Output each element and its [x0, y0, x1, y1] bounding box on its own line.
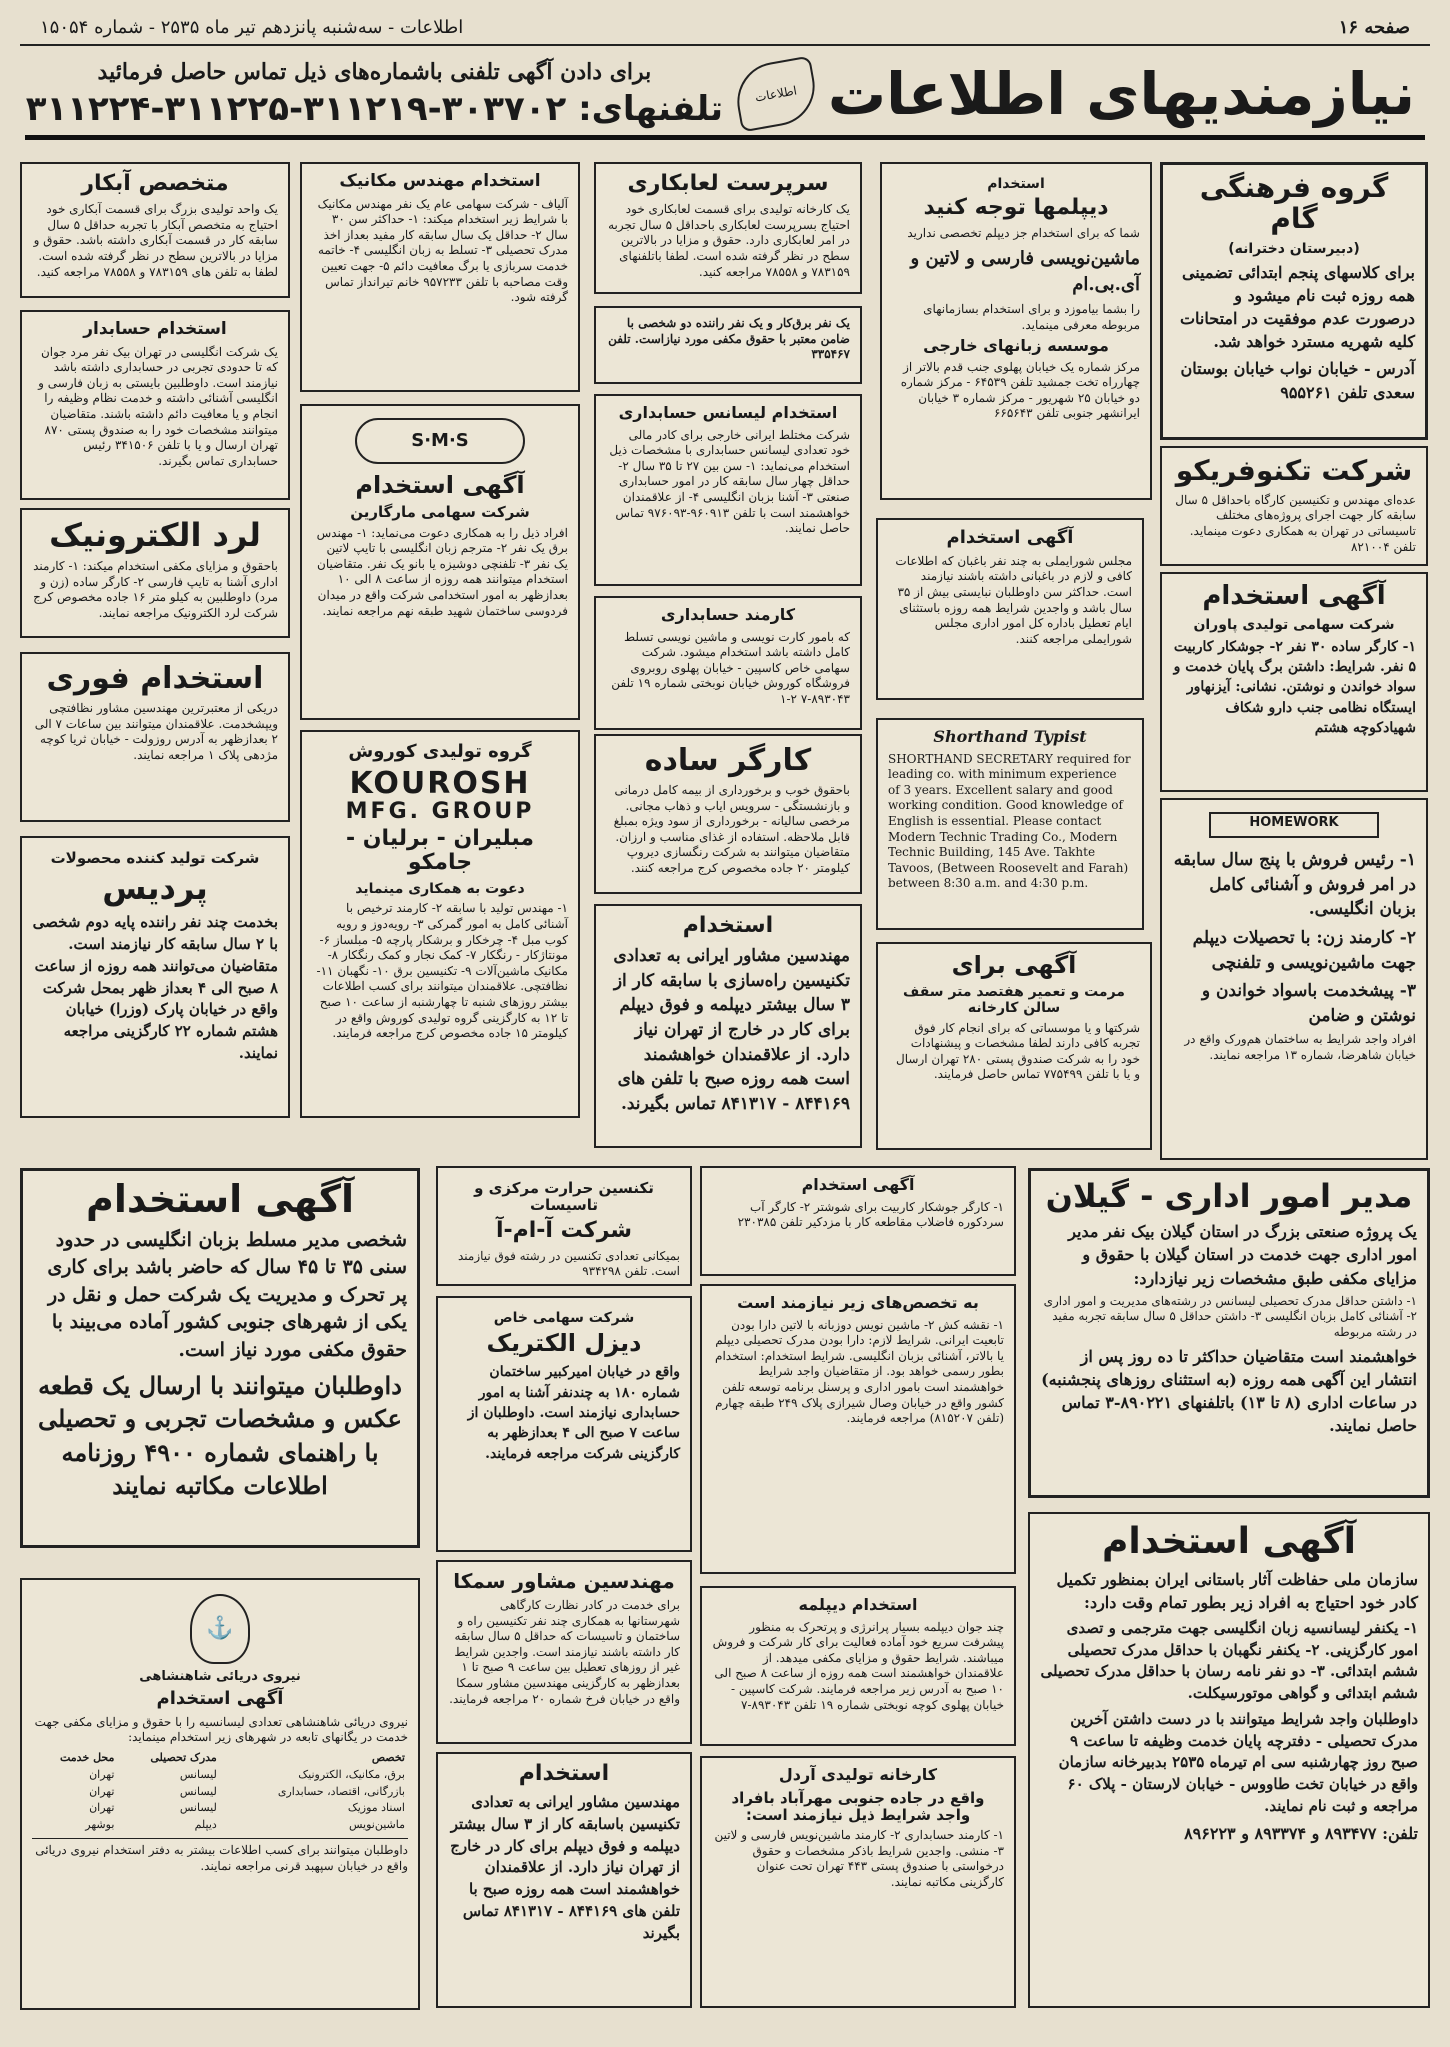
ad-head: شرکت سهامی خاص [493, 1310, 635, 1326]
ad-body: یک کارخانه تولیدی برای قسمت لعابکاری خود احتیاج بسرپرست لعابکاری باحداقل ۵ سال تجربه در امر لعابکاری دارد. حقوق و مزایا در بالاترین سطح در نظر گرفته شده است. لطفا باتلفنهای ۷۸۳۱۵۹ و ۷۸۵۵۸ مراجعه کنید. [608, 202, 850, 279]
table-cell: تهران [89, 1767, 115, 1781]
table-row [32, 1784, 408, 1801]
ad-title: استخدام لیسانس حسابداری [618, 403, 838, 422]
ad-footer: داوطلبان میتوانند برای کسب اطلاعات بیشتر به دفتر استخدام نیروی دریائی واقع در خیابان سپهبد قرنی مراجعه نمایند. [35, 1843, 408, 1873]
ad-engineers [594, 904, 862, 1148]
sms-logo-icon: S·M·S [355, 418, 525, 464]
ad-title: کارگر ساده [644, 743, 812, 778]
ad-title: گروه فرهنگی گام [1199, 171, 1389, 235]
dateline: اطلاعات - سه‌شنبه پانزدهم تیر ماه ۲۵۳۵ - شماره ۱۵۰۵۴ [40, 16, 464, 38]
ad-title: استخدام [518, 1761, 610, 1786]
ad-list: ۱- یکنفر لیسانسیه زبان انگلیسی جهت مترجمی و تصدی امور کارگزینی. ۲- یکنفر نگهبان با حداقل مدرک تحصیلی ششم ابتدائی. ۳- دو نفر نامه رسان با حداقل مدرک تحصیلی ششم ابتدائی و گواهی موتورسیکلت. [1040, 1618, 1418, 1703]
ad-title: آگهی برای [951, 951, 1077, 979]
ad-accountant [20, 310, 290, 500]
ad-cta: داوطلبان میتوانند با ارسال یک قطعه عکس و مشخصات تجربی و تحصیلی با راهنمای شماره ۴۹۰۰ روزنامه اطلاعات مکاتبه نمایند [38, 1370, 402, 1501]
ad-subtitle: دعوت به همکاری مینماید [355, 881, 525, 898]
ad-line: ۳- پیشخدمت باسواد خواندن و نوشتن و ضامن [1201, 981, 1416, 1026]
ad-gilan [1028, 1168, 1430, 1498]
phone-numbers: تلفنهای: ۳۰۳۷۰۲-۳۱۱۲۱۹-۳۱۱۲۲۵-۳۱۱۲۲۴ [25, 88, 724, 129]
table-cell: ماشین‌نویس [349, 1818, 405, 1832]
ad-body: آلیاف - شرکت سهامی عام یک نفر مهندس مکانیک با شرایط زیر استخدام میکند: ۱- حداکثر سن ۳۰ سال ۲- حداقل یک سال سابقه کار مفید بعداز اخذ مدرک تحصیلی ۳- تسلط به زبان انگلیسی ۴- خاتمه خدمت سربازی یا برگ معافیت دائم ۵- جهت تعیین وقت مصاحبه با تلفن ۹۵۷۲۳۳ خانم تیرانداز تماس گرفته شود. [317, 196, 568, 305]
ad-title: آگهی استخدام [1202, 581, 1386, 611]
ad-company: شرکت سهامی تولیدی پاوران [1193, 616, 1395, 633]
ad-ardel [700, 1756, 1016, 2008]
ad-subtitle: (دبیرستان دخترانه) [1228, 240, 1360, 257]
ad-diploma-hire [700, 1586, 1016, 1746]
ad-school: موسسه زبانهای خارجی [923, 336, 1109, 356]
ad-subtitle: مرمت و تعمیر هفتصد متر سقف سالن کارخانه [903, 984, 1125, 1017]
ad-title: مبلیران - برلیان - جامکو [345, 825, 535, 876]
ad-title: تکنسین حرارت مرکزی و تاسیسات [474, 1179, 654, 1215]
ad-company: شرکت سهامی مارگارین [350, 503, 530, 522]
ad-body: یک پروژه صنعتی بزرگ در استان گیلان بیک نفر مدیر امور اداری جهت خدمت در استان گیلان با حقوق و مزایای مکفی طبق مشخصات زیر نیازدارد: [1068, 1222, 1417, 1288]
phone-banner [25, 59, 724, 129]
ad-head: شرکت تولید کننده محصولات [50, 849, 260, 867]
masthead [20, 10, 1430, 46]
ad-title: استخدام دیپلمه [798, 1595, 918, 1614]
ad-title: آگهی استخدام [1102, 1521, 1356, 1562]
ad-line: ۱- رئیس فروش با پنج سال سابقه در امر فروش و آشنائی کامل بزبان انگلیسی. [1173, 850, 1416, 920]
ad-title: دیزل الکتریک [486, 1329, 642, 1358]
table-cell: دیپلم [194, 1818, 217, 1832]
ad-body: مهندسین مشاور ایرانی به تعدادی تکنیسین راه‌سازی با سابقه کار از ۳ سال بیشتر دیپلمه و فوق دیپلم برای کار در خارج از تهران نیاز دارد. از علاقمندان خواهشمند است همه روزه صبح با تلفن های ۸۴۴۱۶۹ - ۸۴۱۳۱۷ تماس بگیرند. [613, 946, 850, 1115]
ad-body: یک واحد تولیدی بزرگ برای قسمت آبکاری خود احتیاج به متخصص آبکار با تجربه حداقل ۵ سال سابقه کار در قسمت آبکاری داشته باشد. حقوق و مزایا در بالاترین سطح در نظر گرفته شده است. لطفا به تلفن های ۷۸۳۱۵۹ و ۷۸۵۵۸ مراجعه کنید. [33, 202, 278, 279]
section-title: نیازمندیهای اطلاعات [827, 59, 1415, 128]
ad-heritage [1028, 1512, 1430, 2008]
ad-title: متخصص آبکار [81, 171, 229, 196]
ad-body: ۱- کارگر ساده ۳۰ نفر ۲- جوشکار کاربیت ۵ نفر. شرایط: داشتن برگ پایان خدمت و سواد خواندن و نوشتن. نشانی: آیزنهاور ایستگاه نظامی جنب دارو شکاف شهیادکوچه هشتم [1173, 638, 1416, 736]
ettelaat-logo-icon: اطلاعات [731, 55, 821, 132]
table-cell: لیسانس [179, 1784, 217, 1798]
ad-body: شخصی مدیر مسلط بزبان انگلیسی در حدود سنی ۳۵ تا ۴۵ سال که حاضر باشد برای کاری پر تحرک و مدیریت یک شرکت حمل و نقل در یکی از شهرهای جنوبی کشور آماده می‌بیند با حقوق مکفی مورد نیاز است. [47, 1228, 407, 1361]
ad-pardis [20, 836, 290, 1118]
table-header-row [32, 1750, 408, 1767]
ad-title: به تخصص‌های زیر نیازمند است [737, 1293, 979, 1312]
ad-body: یک شرکت انگلیسی در تهران بیک نفر مرد جوان که تا حدودی تجربی در حسابداری داشته باشد نیازمند است. داوطلبین بایستی به زبان فارسی و انگلیسی آشنائی داشته و خدمت نظام وظیفه را انجام و یا معافیت دائم داشته باشند. متقاضیان میتوانند مشخصات خود را به صندوق پستی ۸۷۰ تهران ارسال و یا با تلفن ۳۴۱۵۰۶ رئیس حسابداری تماس بگیرند. [38, 344, 278, 468]
ad-company: شرکت آ-ام-آ [495, 1217, 633, 1243]
kourosh-logo: KOUROSH MFG. GROUP [345, 766, 535, 824]
ad-diesel-electric [436, 1296, 692, 1552]
ad-diploma [880, 162, 1152, 500]
ad-body: شرکت مختلط ایرانی خارجی برای کادر مالی خود تعدادی لیسانس حسابداری با مشخصات ذیل استخدام می‌نماید: ۱- سن بین ۲۷ تا ۳۵ سال ۲- حداقل چهار سال سابقه کار در امور حسابداری صنعتی ۳- آشنا بزبان انگلیسی ۴- از علاقمندان خواهشمند است با تلفن ۹۶۰۹۱۳-۹۷۶۰۹۳ تماس حاصل نمایند. [609, 427, 850, 536]
ad-body: نیروی دریائی شاهنشاهی تعدادی لیسانسیه را با حقوق و مزایای مکفی جهت خدمت در یگانهای تابعه در شهرهای زیر استخدام مینماید: [34, 1714, 408, 1745]
ad-body: برای خدمت در کادر نظارت کارگاهی شهرستانها به همکاری چند نفر تکنیسین راه و ساختمان و تاسیسات که حداقل ۵ سال سابقه کار داشته باشند نیازمند است. واجدین شرایط غیر از روزهای تعطیل بین ساعت ۹ صبح تا ۱ بعدازظهر به کارگزینی مهندسین مشاور سمکا واقع در خیابان فرخ شماره ۲۰ مراجعه فرمایند. [449, 1598, 680, 1706]
ad-body: یک نفر برق‌کار و یک نفر راننده دو شخصی با ضامن معتبر با حقوق مکفی مورد نیازاست. تلفن ۳۳۵۴۶۷ [608, 316, 850, 362]
ad-body: شرکتها و یا موسساتی که برای انجام کار فوق تجربه کافی دارند لطفا مشخصات و پیشنهادات خود را به شرکت صندوق پستی ۲۸۰ تهران ارسال و یا با تلفن ۷۷۵۴۹۹ تماس حاصل فرمایند. [896, 1020, 1140, 1082]
kourosh-logo-fa: گروه تولیدی کوروش [348, 741, 532, 762]
ad-list: ۱- داشتن حداقل مدرک تحصیلی لیسانس در رشته‌های مدیریت و امور اداری ۲- آشنائی کامل بزبان انگلیسی ۳- داشتن حداقل ۵ سال سابقه تجربه مفید در رشته مربوطه [1043, 1293, 1417, 1339]
phone-intro: برای دادن آگهی تلفنی باشماره‌های ذیل تماس حاصل فرمائید [97, 58, 652, 85]
ad-title: آگهی استخدام [355, 471, 525, 499]
table-row [32, 1767, 408, 1784]
ad-hiring-manager [20, 1168, 420, 1548]
ad-sms [300, 404, 580, 720]
ad-body: برای کلاسهای پنجم ابتدائی تضمینی همه روزه ثبت نام میشود و درصورت عدم موفقیت در امتحانات کلیه شهریه مسترد خواهد شد. [1179, 262, 1415, 352]
ad-body: بمیکانی تعدادی تکنسین در رشته فوق نیازمند است. تلفن ۹۳۴۲۹۸ [457, 1248, 680, 1279]
ad-central-heating [436, 1166, 692, 1286]
ad-address: آدرس - خیابان نواب خیابان بوستان سعدی تلفن ۹۵۵۲۶۱ [1180, 359, 1415, 402]
ad-body: باحقوق و مزایای مکفی استخدام میکند: ۱- کارمند اداری آشنا به تایپ فارسی ۲- کارگر ساده (زن و مرد) داوطلبین به کیلو متر ۱۶ جاده مخصوص کرج شرکت لرد الکترونیک مراجعه نمایند. [33, 559, 278, 620]
ad-title: استخدام [682, 913, 774, 938]
ad-phone: تلفن: ۸۹۳۴۷۷ و ۸۹۳۳۷۴ و ۸۹۶۲۲۳ [1184, 1823, 1418, 1843]
table-cell: مدرک تحصیلی [150, 1750, 217, 1764]
page-number: صفحه ۱۶ [1338, 16, 1410, 38]
ad-head: استخدام [987, 176, 1045, 192]
ad-body: ۱- نقشه کش ۲- ماشین نویس دوزبانه با لاتین دارا بودن تابعیت ایرانی. شرایط لازم: دارا بودن مدرک تحصیلی دیپلم یا بالاتر، آشنائی بزبان انگلیسی. شرایط استخدام: استخدام بطور رسمی خواهد بود. از متقاضیان واجد شرایط خواهشمند است بامور اداری و پرسنل برنامه توسعه تلفن کشور واقع در خیابان وصال شیرازی پلاک ۲۴۹ طبقه چهارم (تلفن ۸۱۵۲۰۷) مراجعه فرمایند. [715, 1317, 1004, 1426]
ad-cta: داوطلبان واجد شرایط میتوانند با در دست داشتن آخرین مدرک تحصیلی - دفترچه پایان خدمت وظیفه تا ساعت ۹ صبح روز چهارشنبه سی ام تیرماه ۲۵۳۵ بدبیرخانه سازمان واقع در خیابان تخت طاووس - خیابان لارستان - پلاک ۶۰ مراجعه و ثبت نام نمایند. [1058, 1709, 1418, 1815]
table-cell: برق، مکانیک، الکترونیک [298, 1767, 405, 1781]
ad-repair [876, 942, 1152, 1150]
ad-body: بخدمت چند نفر راننده پایه دوم شخصی با ۲ سال سابقه کار نیازمند است. متقاضیان می‌توانند همه روزه از ساعت ۸ صبح الی ۴ بعداز ظهر بمحل شرکت واقع در خیابان پارک (وزرا) خیابان هشتم شماره ۲۲ کارگزینی مراجعه نمایند. [32, 913, 278, 1062]
table-cell: بوشهر [85, 1818, 115, 1832]
ad-body: ۱- کارگر جوشکار کاربیت برای شوشتر ۲- کارگر آب سردکوره فاضلاب مقاطعه کار با مزدکیر تلفن ۲۳۰۳۸۵ [737, 1199, 1004, 1230]
ad-body: ۱- مهندس تولید با سابقه ۲- کارمند ترخیص با آشنائی کامل به امور گمرکی ۳- رویه‌دوز و رویه کوب مبل ۴- چرخکار و برشکار پارچه ۵- مبلساز ۶- مونتاژکار - رنگکار ۷- کمک نجار و کمک رنگکار ۸- مکانیک ماشین‌آلات ۹- تکنیسین برق ۱۰- نگهبان ۱۱- نظافتچی. علاقمندان میتوانند برای کسب اطلاعات بیشتر روزهای شنبه تا چهارشنبه از ساعت ۱۰ صبح تا ۱۲ به کارگزینی گروه تولیدی کوروش واقع در کیلومتر ۱۵ جاده مخصوص کرج مراجعه فرمایند. [316, 901, 568, 1041]
table-cell: تهران [89, 1801, 115, 1815]
table-cell: تهران [89, 1784, 115, 1798]
ad-title: آگهی استخدام [156, 1687, 284, 1709]
ad-body: SHORTHAND SECRETARY required for leading co. with minimum experience of 3 years. Excellent salary and good working condition. Good knowledge of English is essential. Please contact Modern Technic Trading Co., Modern Technic Building, 145 Ave. Takhte Tavoos, (Between Roosevelt and Farah) between 8:30 a.m. and 4:30 p.m. [888, 751, 1131, 891]
ad-title: آگهی استخدام [85, 1177, 354, 1221]
ad-shorthand [876, 718, 1144, 930]
ad-navy [20, 1578, 420, 2010]
ad-title: آگهی استخدام [801, 1175, 915, 1194]
table-row [32, 1800, 408, 1817]
ad-title: دیپلمها توجه کنید [923, 195, 1109, 221]
navy-caption: نیروی دریائی شاهنشاهی [139, 1669, 301, 1684]
table-cell: بازرگانی، اقتصاد، حسابداری [277, 1784, 405, 1798]
ad-note: را بشما بیاموزد و برای استخدام بسازمانهای مربوطه معرفی مینماید. [923, 302, 1140, 332]
ad-title: استخدام فوری [46, 661, 264, 696]
ad-body: چند جوان دیپلمه بسیار پرانرژی و پرتحرک به منظور پیشرفت سریع خود آماده فعالیت برای کار شرکت و فروش میباشند. شرایط حقوق و مزایای مکفی میدهد. از علاقمندان خواهشمند است همه روزه از ساعت ۸ صبح الی ۱۰ صبح به آدرس زیر مراجعه فرمایند. شرکت کاسپین - خیابان پهلوی کوچه نوبختی شماره ۱۹ تلفن ۸۹۳۰۴۳-۷ [712, 1619, 1004, 1712]
navy-emblem-icon: ⚓ [190, 1594, 250, 1664]
ad-skill: ماشین‌نویسی فارسی و لاتین و آی.بی.ام [910, 247, 1140, 295]
table-cell: محل خدمت [59, 1750, 115, 1764]
ad-title: پردیس [102, 869, 208, 908]
ad-title: مدیر امور اداری - گیلان [1045, 1177, 1413, 1215]
table-cell: لیسانس [179, 1801, 217, 1815]
ad-line: ۲- کارمند زن: با تحصیلات دیپلم جهت ماشین‌نویسی و تلفنچی [1192, 927, 1416, 973]
ad-body: ۱- کارمند حسابداری ۲- کارمند ماشین‌نویس فارسی و لاتین ۳- منشی. واجدین شرایط باذکر مشخصات و حقوق درخواستی با صندوق پستی ۴۴۳ تهران تحت عنوان کارگزینی مکاتبه نمایند. [714, 1828, 1004, 1889]
ad-council [876, 518, 1144, 700]
navy-table [32, 1750, 408, 1834]
ad-urgent-hiring [20, 652, 290, 822]
ad-cta: خواهشمند است متقاضیان حداکثر تا ده روز پس از انتشار این آگهی همه روزه (به استثنای روزهای پنجشنبه) در ساعات اداری (۸ تا ۱۳) باتلفنهای ۸۹۰۲۲۱-۳ تماس حاصل نمایند. [1041, 1346, 1417, 1436]
ad-body: مجلس شورایملی به چند نفر باغبان که اطلاعات کافی و لازم در باغبانی داشته باشند نیازمند است. حداکثر سن داوطلبان نبایستی بیش از ۳۵ سال باشد و واجدین شرایط همه روزه باستثنای ایام تعطیل باداره کل امور اداری مجلس شورایملی مراجعه کنند. [895, 553, 1132, 646]
ad-title: لرد الکترونیک [49, 516, 261, 554]
ad-varnish [594, 162, 862, 294]
ad-body: دریکی از معتبرترین مهندسین مشاور نظافتچی ویپشخدمت. علاقمندان میتوانند بین ساعات ۷ الی ۲ بعدازظهر به آدرس روزولت - خیابان ثریا کوچه مژدهی پلاک ۱ مراجعه نمایند. [34, 701, 278, 762]
ad-gam [1160, 162, 1428, 440]
ad-technofarico [1160, 446, 1428, 566]
ad-body: افراد ذیل را به همکاری دعوت می‌نماید: ۱- مهندس برق یک نفر ۲- مترجم زبان انگلیسی با تایپ لاتین یک نفر ۳- تلفنچی دوشیزه یا بانو یک نفر. متقاضیان استخدام میتوانند همه روزه از ساعت ۸ الی ۱۰ بعدازظهر به امور استخدامی شرکت واقع در میدان فردوسی ساختمان شهید طبقه نهم مراجعه نمایند. [316, 525, 568, 618]
ad-title: سرپرست لعابکاری [627, 171, 829, 196]
ad-lord-electronics [20, 508, 290, 638]
table-cell: اسناد موزیک [347, 1801, 405, 1815]
ad-body: مهندسین مشاور ایرانی به تعدادی تکنیسین باسابقه کار از ۳ سال بیشتر دیپلمه و فوق دیپلم برای کار در خارج از تهران نیاز دارد. از علاقمندان خواهشمند است همه روزه صبح با تلفن های ۸۴۴۱۶۹ - ۸۴۱۳۱۷ تماس بگیرند [450, 1793, 680, 1942]
ad-license-accounting [594, 394, 862, 586]
ad-body: شما که برای استخدام جز دیپلم تخصصی ندارید [907, 226, 1140, 241]
ad-subtitle: واقع در جاده جنوبی مهرآباد بافراد واجد شرایط ذیل نیازمند است: [731, 1788, 985, 1824]
table-row [32, 1817, 408, 1834]
ad-title: Shorthand Typist [933, 727, 1087, 746]
ad-kourosh [300, 730, 580, 1118]
ad-title: استخدام مهندس مکانیک [339, 171, 541, 191]
ad-engineers-2 [436, 1752, 692, 2008]
ad-title: کارخانه تولیدی آردل [778, 1765, 938, 1784]
ad-title: آگهی استخدام [946, 527, 1074, 548]
ad-body: افراد واجد شرایط به ساختمان هم‌ورک واقع در خیابان شاهرضا، شماره ۱۳ مراجعه نمایند. [1184, 1032, 1416, 1063]
ad-pavaran [1160, 572, 1428, 792]
ad-semka [436, 1560, 692, 1744]
ad-footer: مرکز شماره یک خیابان پهلوی جنب قدم بالاتر از چهارراه تخت جمشید تلفن ۶۴۵۳۹ - مرکز شماره دو خیابان ۲۵ شهریور - مرکز شماره ۳ خیابان ایرانشهر جنوبی تلفن ۶۶۵۶۴۳ [900, 359, 1140, 421]
ad-body: عده‌ای مهندس و تکنیسین کارگاه باحداقل ۵ سال سابقه کار جهت اجرای پروژه‌های مختلف تاسیساتی در تهران به همکاری دعوت مینماید. تلفن ۸۲۱۰۰۴ [1175, 492, 1416, 554]
ad-electrician-driver [594, 306, 862, 384]
ad-laborer [594, 734, 862, 894]
ad-plater [20, 162, 290, 298]
ad-shushtar [700, 1166, 1016, 1276]
ad-homework [1160, 798, 1428, 1160]
classifieds-banner [25, 52, 1425, 140]
ad-mechanic [300, 162, 580, 392]
table-cell: لیسانس [179, 1767, 217, 1781]
ad-specialties [700, 1284, 1016, 1574]
ad-body: سازمان ملی حفاظت آثار باستانی ایران بمنظور تکمیل کادر خود احتیاج به افراد زیر بطور تمام وقت دارد: [1056, 1569, 1418, 1612]
ad-title: کارمند حسابداری [660, 605, 796, 624]
ad-body: واقع در خیابان امیرکبیر ساختمان شماره ۱۸۰ به چندنفر آشنا به امور حسابداری نیازمند است. داوطلبان از ساعت ۷ صبح الی ۴ بعدازظهر به کارگزینی شرکت مراجعه فرمایند. [467, 1364, 680, 1462]
ad-title: مهندسین مشاور سمکا [453, 1569, 675, 1593]
ad-body: که بامور کارت نویسی و ماشین نویسی تسلط کامل داشته باشد استخدام میشود. شرکت سهامی خاص کاسپین - خیابان پهلوی روبروی فروشگاه کوروش خیابان نوبختی شماره ۱۹ تلفن ۸۹۳۰۴۳-۷ ۲-۱ [611, 629, 850, 706]
ad-accountant-clerk [594, 596, 862, 730]
ad-title: شرکت تکنوفریکو [1175, 454, 1413, 487]
ad-title: استخدام حسابدار [83, 319, 227, 339]
homework-logo: HOMEWORK [1209, 812, 1379, 838]
ad-body: باحقوق خوب و برخورداری از بیمه کامل درمانی و بازنشستگی - سرویس ایاب و ذهاب مجانی. مرخصی سالیانه - برخورداری از سود ویژه بمبلغ قابل ملاحظه. استفاده از غذای مناسب و ارزان. متقاضیان میتوانند به شرکت رنگسازی دیروپ کیلومتر ۲۰ جاده مخصوص کرج مراجعه کنند. [613, 783, 850, 875]
table-cell: تخصص [371, 1750, 405, 1764]
